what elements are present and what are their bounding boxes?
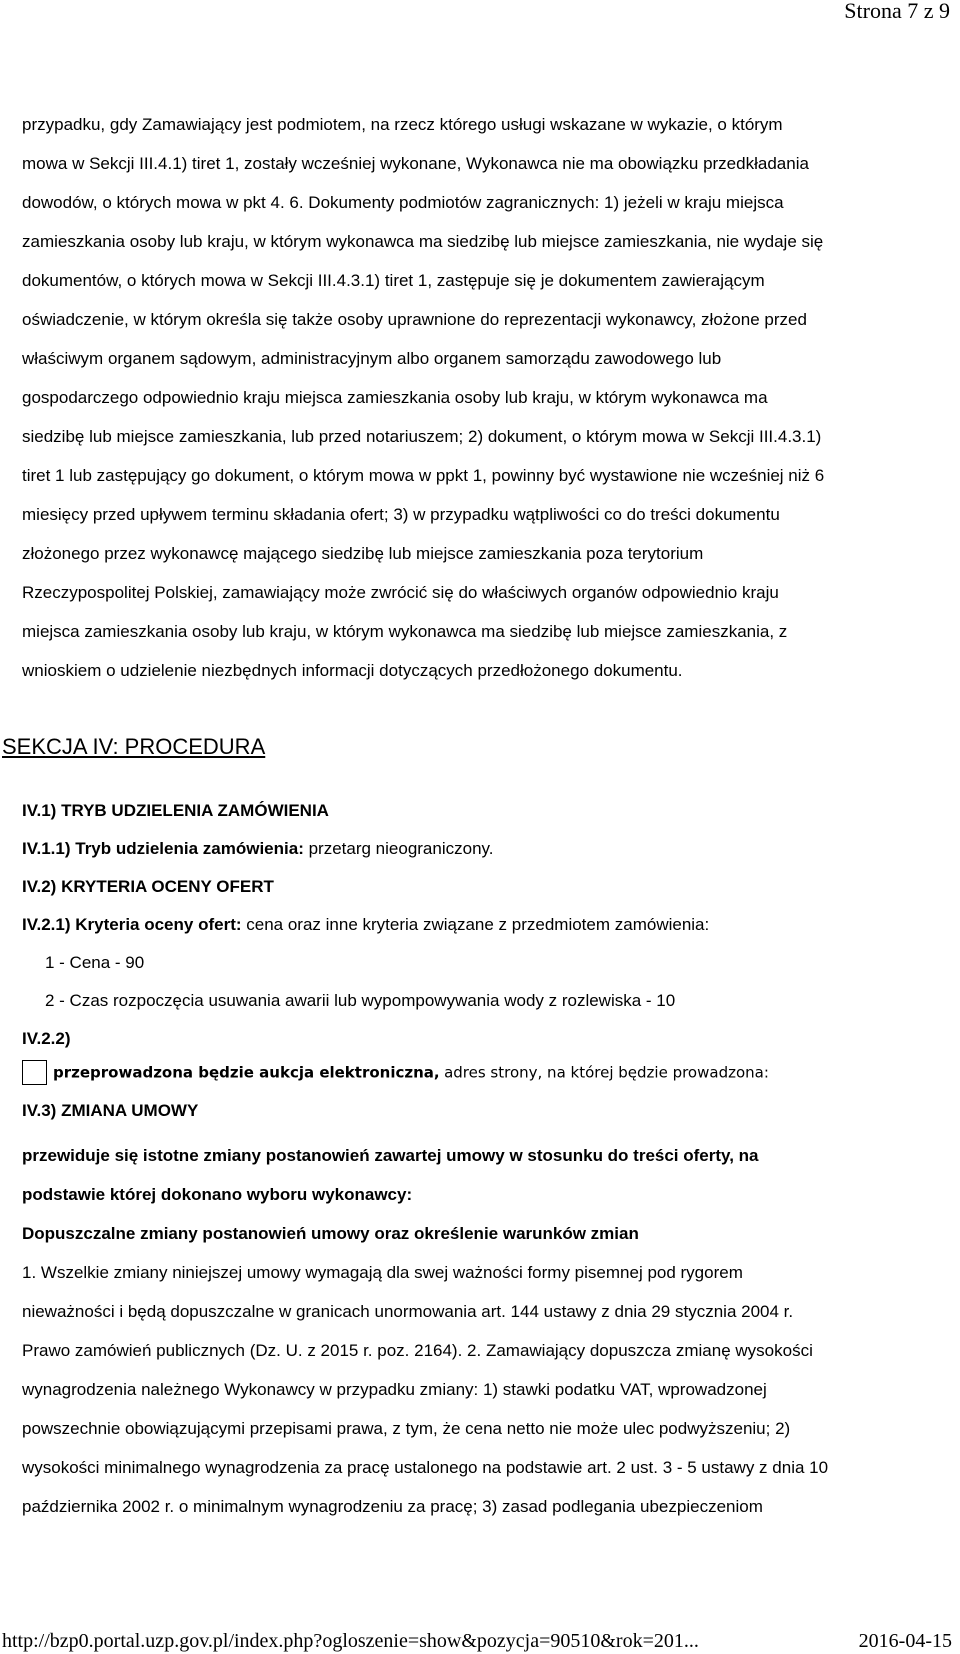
iv1-heading: IV.1) TRYB UDZIELENIA ZAMÓWIENIA [22,801,329,820]
text-line: zamieszkania osoby lub kraju, w którym wykonawca ma siedzibę lub miejsce zamieszkania, nie wydaje się [22,232,824,251]
iv11-row [22,838,494,860]
auction-text: adres strony, na której będzie prowadzona: [444,1063,769,1082]
auction-row [22,1060,769,1090]
auction-checkbox[interactable] [22,1060,47,1085]
footer-date: 2016-04-15 [858,1630,952,1652]
text-line: przypadku, gdy Zamawiający jest podmiotem, na rzecz którego usługi wskazane w wykazie, o którym [22,115,783,134]
iv3-heading: IV.3) ZMIANA UMOWY [22,1101,199,1120]
section-heading: SEKCJA IV: PROCEDURA [2,734,266,759]
text-line: tiret 1 lub zastępujący go dokument, o którym mowa w ppkt 1, powinny być wystawione nie wcześniej niż 6 [22,466,825,485]
text-line: miejsca zamieszkania osoby lub kraju, w którym wykonawca ma siedzibę lub miejsce zamieszkania, z [22,622,788,641]
criterion-item: 2 - Czas rozpoczęcia usuwania awarii lub wypompowywania wody z rozlewiska - 10 [45,991,676,1010]
iv11-label: IV.1.1) Tryb udzielenia zamówienia: [22,839,304,858]
text-line: nieważności i będą dopuszczalne w granicach unormowania art. 144 ustawy z dnia 29 stycznia 2004 r. [22,1302,794,1321]
iv3-bold-text [22,1136,957,1253]
text-line: października 2002 r. o minimalnym wynagrodzeniu za pracę; 3) zasad podlegania ubezpieczeniom [22,1497,763,1516]
iv21-value: cena oraz inne kryteria związane z przedmiotem zamówienia: [246,915,710,934]
text-line: Rzeczypospolitej Polskiej, zamawiający może zwrócić się do właściwych organów odpowiednio kraju [22,583,779,602]
iv21-row [22,914,709,936]
text-line: złożonego przez wykonawcę mającego siedzibę lub miejsce zamieszkania poza terytorium [22,544,704,563]
text-line: powszechnie obowiązującymi przepisami prawa, z tym, że cena netto nie może ulec podwyższeniu; 2) [22,1419,791,1438]
text-line: wnioskiem o udzielenie niezbędnych informacji dotyczących przedłożonego dokumentu. [22,661,683,680]
page-indicator: Strona 7 z 9 [844,0,950,23]
text-line: oświadczenie, w którym określa się także osoby uprawnione do reprezentacji wykonawcy, złożone przed [22,310,807,329]
text-line: Prawo zamówień publicznych (Dz. U. z 2015 r. poz. 2164). 2. Zamawiający dopuszcza zmianę wysokości [22,1341,813,1360]
text-line: mowa w Sekcji III.4.1) tiret 1, zostały wcześniej wykonane, Wykonawca nie ma obowiązku przedkładania [22,154,809,173]
text-line: Dopuszczalne zmiany postanowień umowy oraz określenie warunków zmian [22,1224,639,1243]
auction-bold-text: przeprowadzona będzie aukcja elektroniczna, [53,1063,440,1082]
text-line: siedzibę lub miejsce zamieszkania, lub przed notariuszem; 2) dokument, o którym mowa w Sekcji III.4.3.1) [22,427,822,446]
text-line: 1. Wszelkie zmiany niniejszej umowy wymagają dla swej ważności formy pisemnej pod rygorem [22,1263,743,1282]
text-line: wysokości minimalnego wynagrodzenia za pracę ustalonego na podstawie art. 2 ust. 3 - 5 ustawy z dnia 10 [22,1458,829,1477]
text-line: gospodarczego odpowiednio kraju miejsca zamieszkania osoby lub kraju, w którym wykonawca ma [22,388,768,407]
footer-url: http://bzp0.portal.uzp.gov.pl/index.php?ogloszenie=show&pozycja=90510&rok=201... [2,1630,699,1652]
iv21-label: IV.2.1) Kryteria oceny ofert: [22,915,242,934]
iv22-label: IV.2.2) [22,1029,71,1048]
criterion-item: 1 - Cena - 90 [45,953,145,972]
iv11-value: przetarg nieograniczony. [308,839,494,858]
text-line: właściwym organem sądowym, administracyjnym albo organem samorządu zawodowego lub [22,349,722,368]
text-line: wynagrodzenia należnego Wykonawcy w przypadku zmiany: 1) stawki podatku VAT, wprowadzonej [22,1380,767,1399]
text-line: przewiduje się istotne zmiany postanowień zawartej umowy w stosunku do treści oferty, na [22,1146,759,1165]
paragraph-foreign-documents [22,105,957,690]
paragraph-contract-changes [22,1253,957,1526]
text-line: dowodów, o których mowa w pkt 4. 6. Dokumenty podmiotów zagranicznych: 1) jeżeli w kraju miejsca [22,193,784,212]
text-line: miesięcy przed upływem terminu składania ofert; 3) w przypadku wątpliwości co do treści dokumentu [22,505,780,524]
iv2-heading: IV.2) KRYTERIA OCENY OFERT [22,877,274,896]
text-line: dokumentów, o których mowa w Sekcji III.4.3.1) tiret 1, zastępuje się je dokumentem zawierającym [22,271,765,290]
text-line: podstawie której dokonano wyboru wykonawcy: [22,1185,413,1204]
